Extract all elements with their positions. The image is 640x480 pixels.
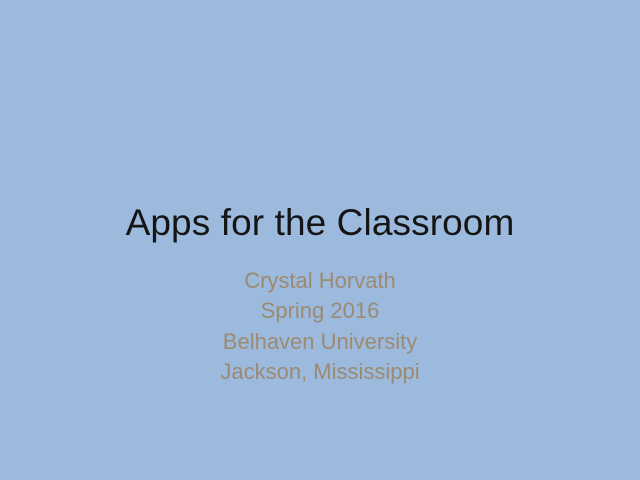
subtitle-line-institution: Belhaven University xyxy=(222,328,418,354)
subtitle-line-location: Jackson, Mississippi xyxy=(220,359,420,385)
subtitle-line-author: Crystal Horvath xyxy=(244,268,396,293)
subtitle-line-term: Spring 2016 xyxy=(260,298,380,324)
slide-subtitle xyxy=(0,266,640,387)
slide-title: Apps for the Classroom xyxy=(125,201,515,243)
